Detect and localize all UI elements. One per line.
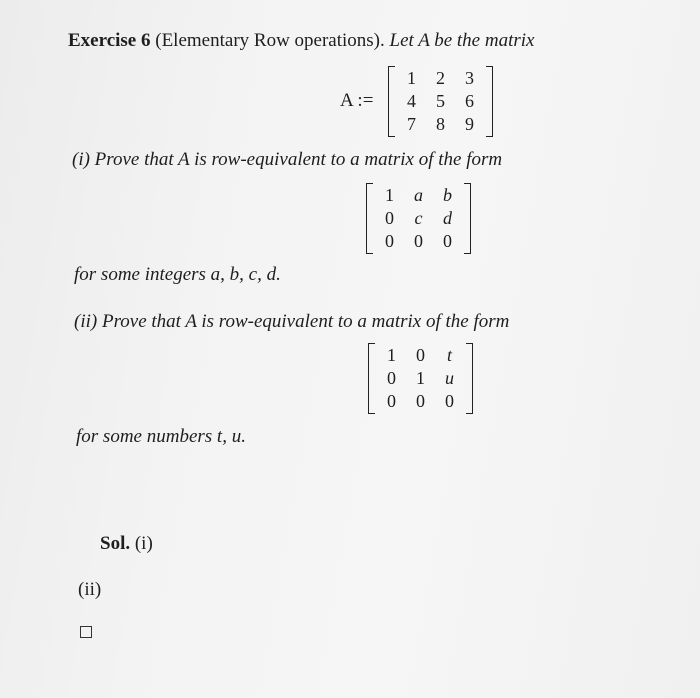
matrix-cell: 5: [436, 91, 445, 111]
matrix-a: [388, 66, 493, 137]
matrix-part-i: [366, 183, 471, 254]
matrix-a-right-bracket: [486, 66, 493, 137]
matrix-cell: t: [446, 345, 452, 365]
exercise-label: Exercise 6: [68, 30, 151, 51]
matrix-cell: 8: [436, 114, 445, 134]
solution-part-ii-label: (ii): [78, 579, 102, 600]
matrix-cell: 7: [407, 114, 416, 134]
matrix-cell: 0: [414, 231, 423, 251]
matrix-cell: a: [414, 185, 423, 205]
exercise-intro: Let A be the matrix: [389, 30, 535, 51]
solution-header: [100, 533, 153, 555]
matrix-a-label: [340, 90, 373, 112]
qed-square-icon: [80, 626, 92, 638]
matrix-cell: 3: [465, 68, 474, 88]
matrix-cell: 0: [385, 208, 394, 228]
matrix-part-i-right-bracket: [464, 183, 471, 254]
matrix-cell: 0: [387, 368, 396, 388]
matrix-cell: 1: [385, 185, 394, 205]
matrix-part-i-left-bracket: [366, 183, 373, 254]
matrix-part-ii-left-bracket: [368, 343, 375, 414]
matrix-a-left-bracket: [388, 66, 395, 137]
matrix-cell: b: [443, 185, 452, 205]
matrix-cell: 1: [407, 68, 416, 88]
exercise-title: (Elementary Row operations).: [155, 30, 385, 51]
matrix-cell: 4: [407, 91, 416, 111]
matrix-cell: 1: [387, 345, 396, 365]
part-ii-footer: for some numbers t, u.: [76, 426, 246, 447]
matrix-cell: 0: [385, 231, 394, 251]
part-ii-prompt: (ii) Prove that A is row-equivalent to a matrix of the form: [74, 311, 510, 332]
exercise-heading: [68, 30, 534, 52]
matrix-cell: 6: [465, 91, 474, 111]
matrix-cell: 9: [465, 114, 474, 134]
matrix-cell: 1: [416, 368, 425, 388]
matrix-cell: 0: [445, 391, 454, 411]
matrix-part-ii-right-bracket: [466, 343, 473, 414]
matrix-a-grid: [395, 66, 486, 137]
matrix-cell: 0: [443, 231, 452, 251]
matrix-cell: d: [443, 208, 452, 228]
part-i-prompt: (i) Prove that A is row-equivalent to a matrix of the form: [72, 149, 503, 170]
part-i-footer: for some integers a, b, c, d.: [74, 264, 281, 285]
solution-part-i-label: (i): [134, 533, 153, 554]
matrix-cell: 0: [416, 345, 425, 365]
matrix-cell: 0: [416, 391, 425, 411]
matrix-cell: c: [414, 208, 423, 228]
matrix-part-ii-grid: [375, 343, 466, 414]
matrix-cell: 2: [436, 68, 445, 88]
matrix-a-label-text: A :=: [340, 90, 374, 111]
matrix-cell: u: [445, 368, 454, 388]
matrix-cell: 0: [387, 391, 396, 411]
solution-label: Sol.: [100, 533, 131, 554]
matrix-part-i-grid: [373, 183, 464, 254]
matrix-part-ii: [368, 343, 473, 414]
